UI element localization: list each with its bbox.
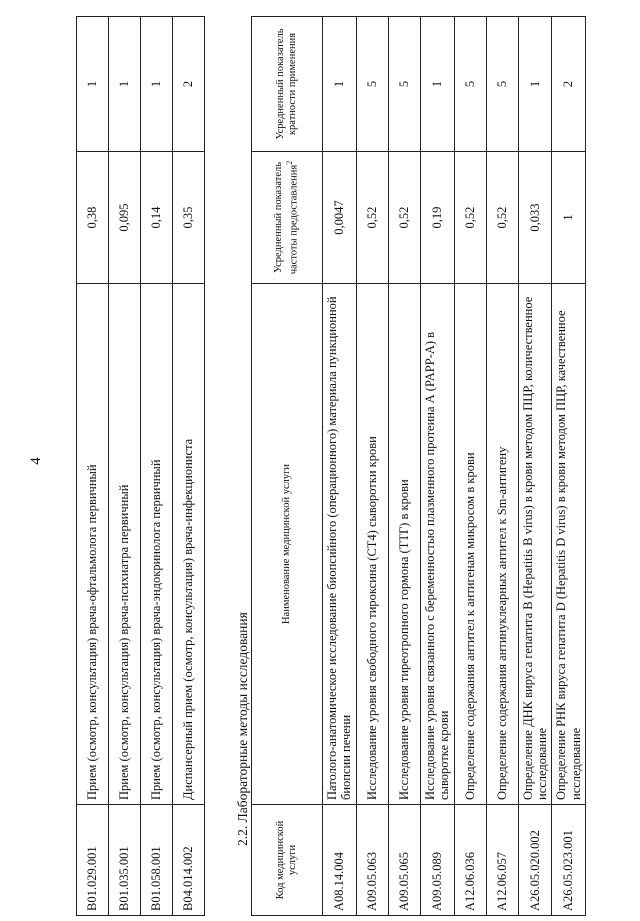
multiplicity-value: 5	[356, 17, 388, 152]
service-name: Исследование уровня свободного тироксина (СТ4) сыворотки крови	[356, 284, 388, 805]
multiplicity-value: 1	[109, 17, 141, 152]
table-header-row	[252, 17, 323, 916]
services-table-laboratory	[251, 16, 586, 916]
table-row	[552, 17, 586, 916]
service-name: Исследование уровня тиреотропного гормона (ТТГ) в крови	[388, 284, 420, 805]
table-row	[388, 17, 420, 916]
multiplicity-value: 1	[141, 17, 173, 152]
service-name: Патолого-анатомическое исследование биопсийного (операционного) материала пункционной биопсии печени	[323, 284, 357, 805]
service-name: Определение содержания антинуклеарных антител к Sm-антигену	[486, 284, 518, 805]
service-code: B04.014.002	[173, 805, 205, 916]
service-name: Определение содержания антител к антигенам микросом в крови	[454, 284, 486, 805]
table-row	[356, 17, 388, 916]
header-code: Код медицинской услуги	[252, 805, 323, 916]
service-code: A12.06.057	[486, 805, 518, 916]
frequency-value: 0,52	[454, 152, 486, 284]
frequency-value: 0,35	[173, 152, 205, 284]
frequency-value: 0,52	[486, 152, 518, 284]
section-title: 2.2. Лабораторные методы исследования	[235, 612, 250, 846]
frequency-value: 0,52	[356, 152, 388, 284]
header-frequency	[252, 152, 323, 284]
table-row	[109, 17, 141, 916]
multiplicity-value: 1	[77, 17, 109, 152]
multiplicity-value: 5	[486, 17, 518, 152]
service-name: Исследование уровня связанного с беременностью плазменного протеина А (PAPP-A) в сыворотке крови	[420, 284, 454, 805]
multiplicity-value: 5	[388, 17, 420, 152]
service-code: A26.05.023.001	[552, 805, 586, 916]
service-name: Прием (осмотр, консультация) врача-психиатра первичный	[109, 284, 141, 805]
service-code: A26.05.020.002	[518, 805, 552, 916]
table-row	[518, 17, 552, 916]
frequency-value: 0,033	[518, 152, 552, 284]
table-row	[323, 17, 357, 916]
frequency-value: 0,19	[420, 152, 454, 284]
frequency-value: 0,52	[388, 152, 420, 284]
table-row	[486, 17, 518, 916]
frequency-value: 1	[552, 152, 586, 284]
service-name: Диспансерный прием (осмотр, консультация) врача-инфекциониста	[173, 284, 205, 805]
services-table-consultations	[76, 16, 205, 916]
table-row	[173, 17, 205, 916]
frequency-value: 0,095	[109, 152, 141, 284]
service-name: Определение РНК вируса гепатита D (Hepatitis D virus) в крови методом ПЦР, качественное исследование	[552, 284, 586, 805]
multiplicity-value: 1	[323, 17, 357, 152]
page-number: 4	[28, 457, 44, 465]
service-code: A09.05.065	[388, 805, 420, 916]
table-row	[141, 17, 173, 916]
service-code: A09.05.089	[420, 805, 454, 916]
table-row	[77, 17, 109, 916]
header-name: Наименование медицинской услуги	[252, 284, 323, 805]
service-name: Прием (осмотр, консультация) врача-эндокринолога первичный	[141, 284, 173, 805]
multiplicity-value: 1	[518, 17, 552, 152]
service-code: A12.06.036	[454, 805, 486, 916]
frequency-value: 0,38	[77, 152, 109, 284]
service-code: B01.029.001	[77, 805, 109, 916]
multiplicity-value: 2	[173, 17, 205, 152]
service-name: Определение ДНК вируса гепатита В (Hepatitis B virus) в крови методом ПЦР, количественное исследование	[518, 284, 552, 805]
header-frequency-text: Усредненный показатель частоты предоставления	[272, 161, 300, 275]
service-code: A08.14.004	[323, 805, 357, 916]
frequency-value: 0,0047	[323, 152, 357, 284]
service-name: Прием (осмотр, консультация) врача-офтальмолога первичный	[77, 284, 109, 805]
multiplicity-value: 1	[420, 17, 454, 152]
header-multiplicity: Усредненный показатель кратности применения	[252, 17, 323, 152]
service-code: A09.05.063	[356, 805, 388, 916]
footnote-marker: 2	[285, 160, 295, 165]
frequency-value: 0,14	[141, 152, 173, 284]
service-code: B01.035.001	[109, 805, 141, 916]
service-code: B01.058.001	[141, 805, 173, 916]
multiplicity-value: 2	[552, 17, 586, 152]
table-row	[420, 17, 454, 916]
multiplicity-value: 5	[454, 17, 486, 152]
table-row	[454, 17, 486, 916]
